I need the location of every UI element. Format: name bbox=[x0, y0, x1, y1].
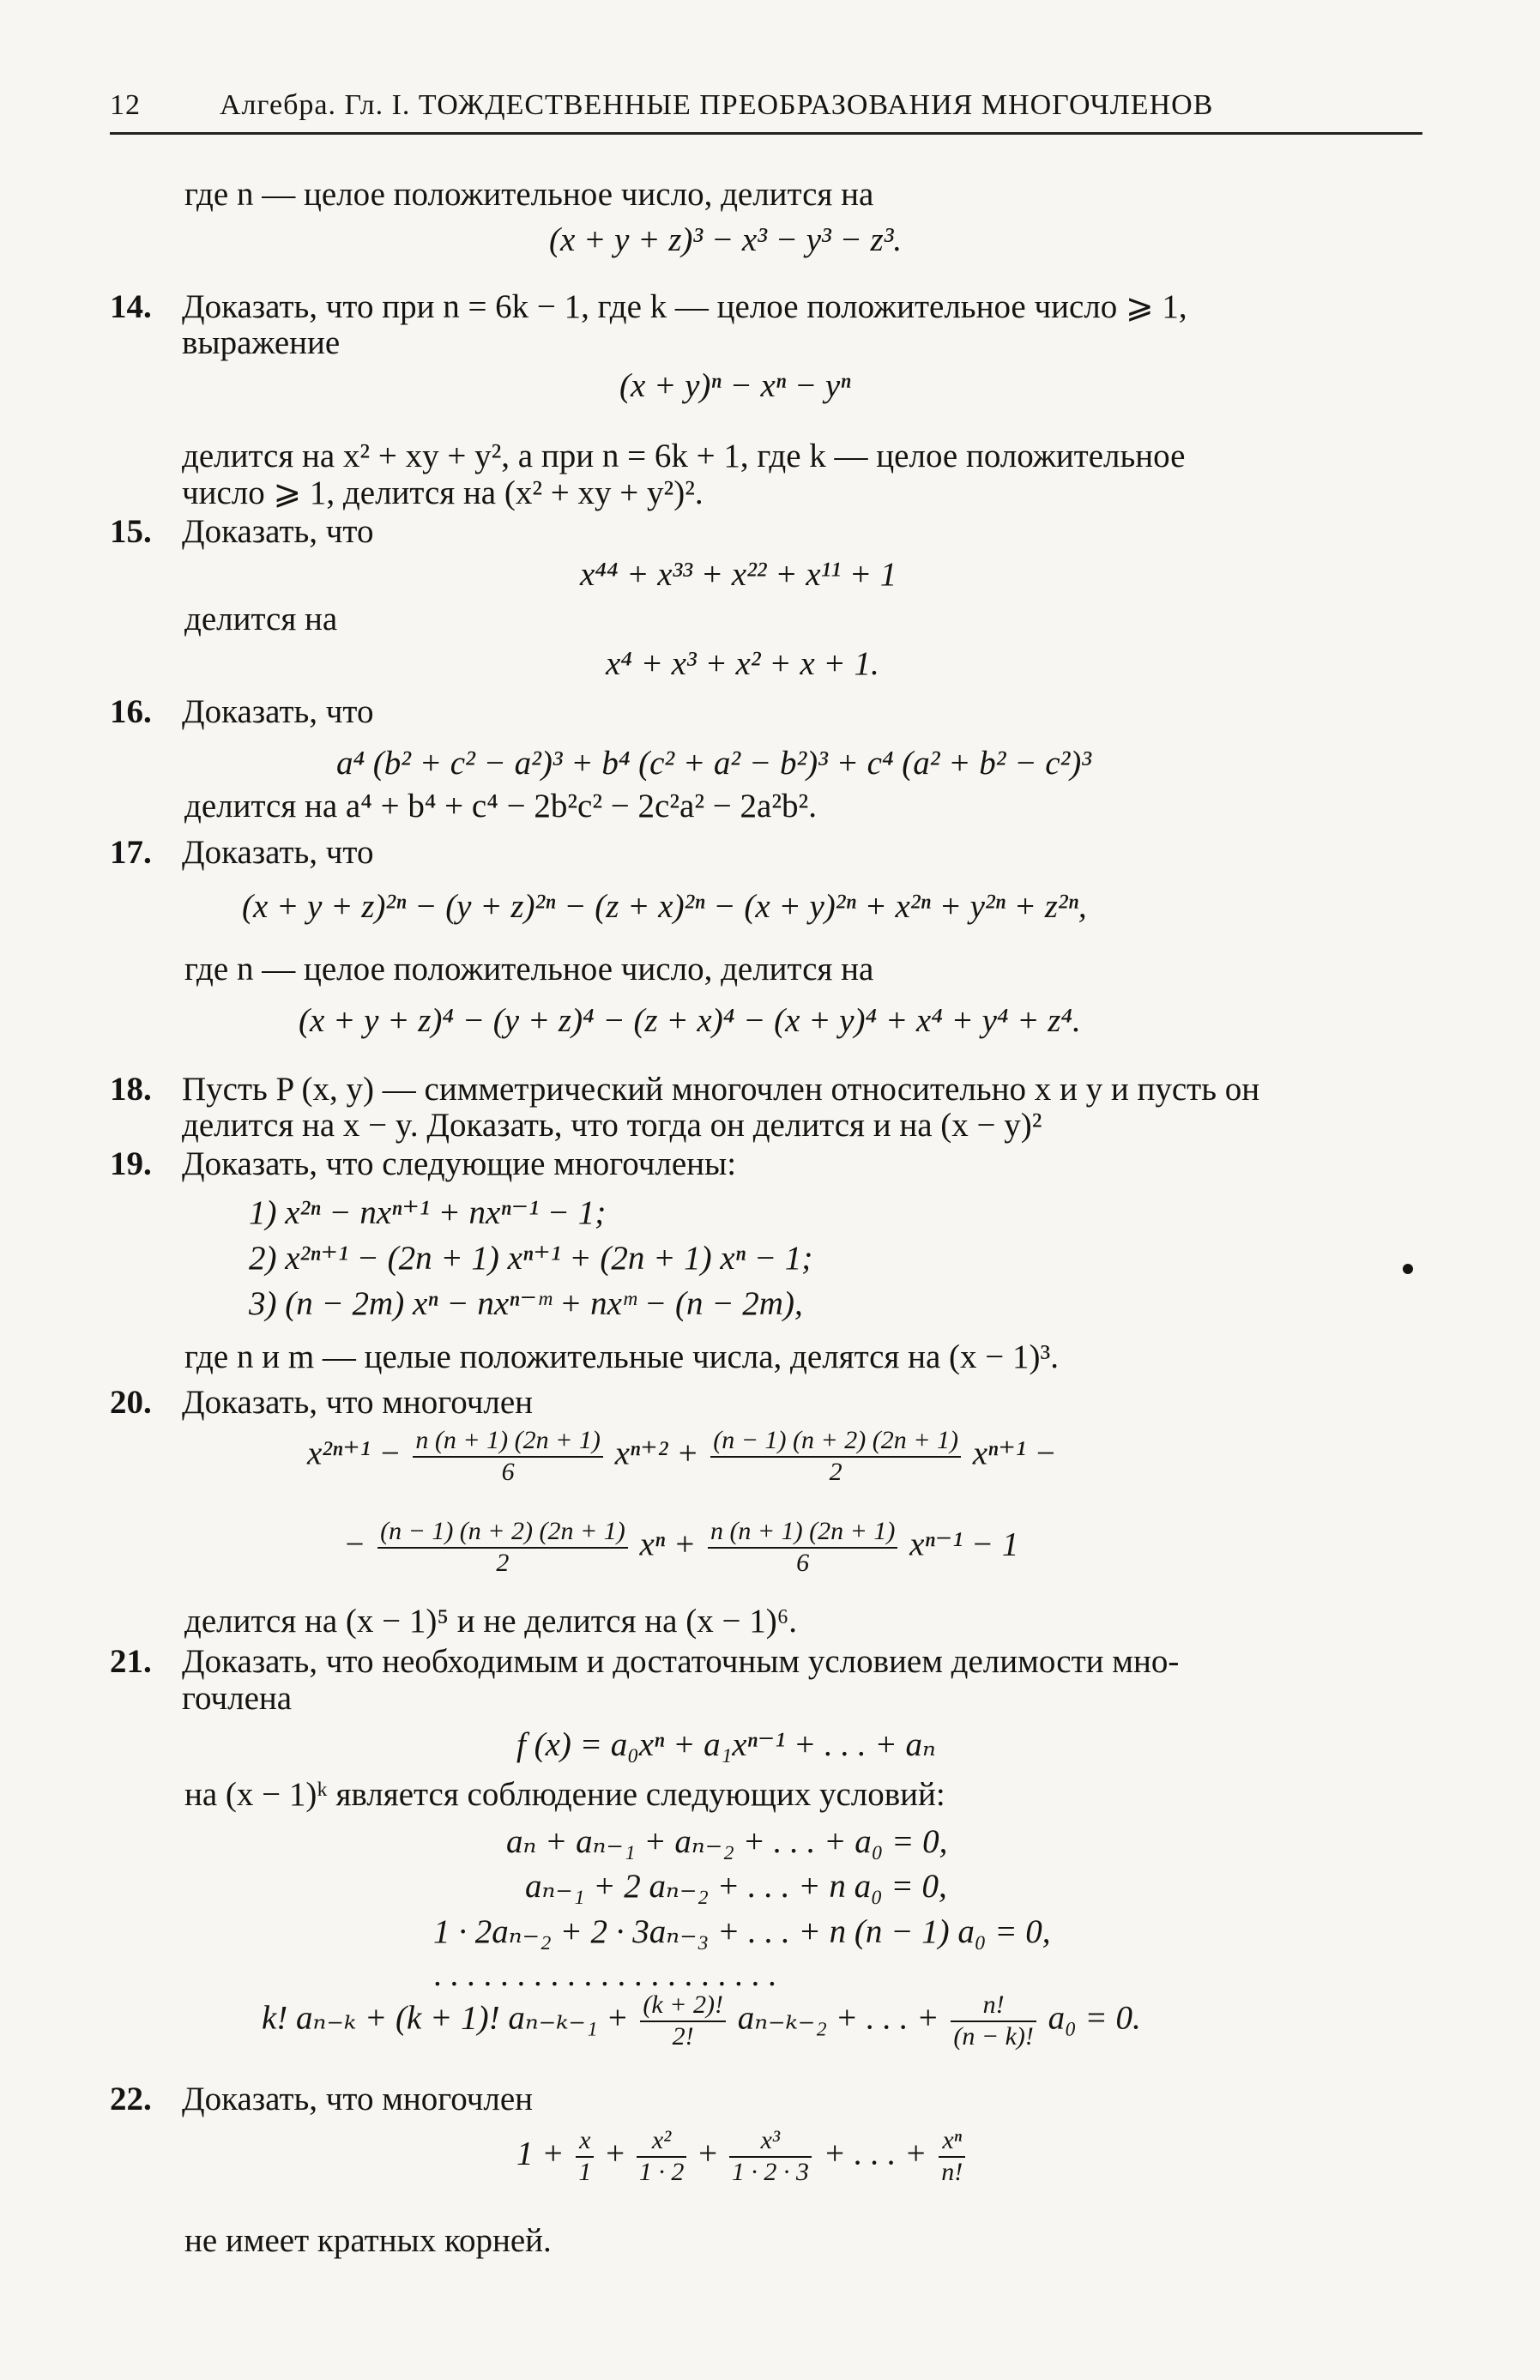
problem-19-line2: где n и m — целые положительные числа, делятся на (x − 1)³. bbox=[184, 1338, 1059, 1375]
problem-17-line1: Доказать, что bbox=[182, 834, 374, 871]
problem-18-line1: Пусть P (x, y) — симметрический многочлен относительно x и y и пусть он bbox=[182, 1071, 1260, 1108]
problem-22-line2: не имеет кратных корней. bbox=[184, 2222, 552, 2259]
problem-21-last-condition bbox=[262, 1990, 1141, 2051]
problem-21-last-frac2 bbox=[951, 1990, 1036, 2051]
series-term-3 bbox=[729, 2126, 812, 2187]
problem-16-formula: a⁴ (b² + c² − a²)³ + b⁴ (c² + a² − b²)³ + c⁴ (a² + b² − c²)³ bbox=[336, 745, 1091, 782]
problem-22-number: 22. bbox=[110, 2081, 152, 2117]
problem-19-item-1: 1) x²ⁿ − nxⁿ⁺¹ + nxⁿ⁻¹ − 1; bbox=[249, 1194, 607, 1231]
fraction-numerator: x³ bbox=[760, 2126, 780, 2154]
problem-14-line4: число ⩾ 1, делится на (x² + xy + y²)². bbox=[182, 474, 704, 511]
problem-20-row1-lead: x²ⁿ⁺¹ − bbox=[307, 1435, 402, 1472]
problem-20-row1-frac2 bbox=[710, 1426, 961, 1487]
fraction-denominator: 2 bbox=[377, 1547, 628, 1579]
fraction-numerator: x² bbox=[651, 2126, 672, 2154]
prev-formula: (x + y + z)³ − x³ − y³ − z³. bbox=[549, 221, 903, 258]
problem-20-row1-mid: xⁿ⁺² + bbox=[614, 1435, 699, 1472]
fraction-numerator: (k + 2)! bbox=[643, 1990, 723, 2019]
problem-20-row2-frac2 bbox=[708, 1517, 897, 1578]
problem-19-number: 19. bbox=[110, 1145, 152, 1182]
fraction-denominator: 6 bbox=[413, 1456, 602, 1488]
problem-17-formula2: (x + y + z)⁴ − (y + z)⁴ − (z + x)⁴ − (x + y)⁴ + x⁴ + y⁴ + z⁴. bbox=[299, 1002, 1081, 1039]
problem-18-line2: делится на x − y. Доказать, что тогда он делится и на (x − y)² bbox=[182, 1107, 1042, 1144]
problem-16-line1: Доказать, что bbox=[182, 693, 374, 730]
problem-19-line1: Доказать, что следующие многочлены: bbox=[182, 1145, 737, 1182]
fraction-numerator: n (n + 1) (2n + 1) bbox=[415, 1426, 601, 1454]
problem-20-row1 bbox=[307, 1426, 1057, 1487]
problem-16-line2: делится на a⁴ + b⁴ + c⁴ − 2b²c² − 2c²a² − 2a²b². bbox=[184, 788, 817, 825]
problem-20-line1: Доказать, что многочлен bbox=[182, 1384, 534, 1421]
problem-15-number: 15. bbox=[110, 513, 152, 550]
problem-14-line3: делится на x² + xy + y², а при n = 6k + 1, где k — целое положительное bbox=[182, 438, 1186, 474]
problem-22-line1: Доказать, что многочлен bbox=[182, 2081, 534, 2117]
header-rule bbox=[110, 132, 1422, 135]
problem-16-number: 16. bbox=[110, 693, 152, 730]
fraction-numerator: (n − 1) (n + 2) (2n + 1) bbox=[380, 1517, 625, 1545]
fraction-numerator: n (n + 1) (2n + 1) bbox=[710, 1517, 896, 1545]
problem-14-line1: Доказать, что при n = 6k − 1, где k — целое положительное число ⩾ 1, bbox=[182, 288, 1187, 325]
problem-20-row2-lead: − bbox=[343, 1525, 366, 1563]
problem-20-line2: делится на (x − 1)⁵ и не делится на (x − 1)⁶. bbox=[184, 1603, 798, 1640]
problem-21-last-frac1 bbox=[640, 1990, 726, 2051]
problem-20-row1-tail: xⁿ⁺¹ − bbox=[972, 1435, 1057, 1472]
series-ellipsis: + . . . + bbox=[823, 2135, 927, 2172]
running-title: Алгебра. Гл. I. ТОЖДЕСТВЕННЫЕ ПРЕОБРАЗОВАНИЯ МНОГОЧЛЕНОВ bbox=[220, 89, 1214, 121]
problem-15-formula2: x⁴ + x³ + x² + x + 1. bbox=[606, 645, 879, 682]
problem-21-condition-2: aₙ₋₁ + 2 aₙ₋₂ + . . . + n a₀ = 0, bbox=[525, 1868, 947, 1905]
problem-20-row1-frac1 bbox=[413, 1426, 602, 1487]
fraction-numerator: (n − 1) (n + 2) (2n + 1) bbox=[713, 1426, 958, 1454]
problem-18-number: 18. bbox=[110, 1071, 152, 1108]
problem-15-formula1: x⁴⁴ + x³³ + x²² + x¹¹ + 1 bbox=[580, 556, 897, 593]
fraction-denominator: 1 · 2 bbox=[637, 2156, 687, 2188]
problem-15-line1: Доказать, что bbox=[182, 513, 374, 550]
series-lead: 1 + bbox=[516, 2135, 565, 2172]
fraction-numerator: n! bbox=[982, 1990, 1005, 2019]
problem-17-formula1: (x + y + z)²ⁿ − (y + z)²ⁿ − (z + x)²ⁿ − (x + y)²ⁿ + x²ⁿ + y²ⁿ + z²ⁿ, bbox=[242, 888, 1087, 925]
problem-21-last-tail: a₀ = 0. bbox=[1048, 1999, 1141, 2037]
problem-21-dots: . . . . . . . . . . . . . . . . . . . . . bbox=[433, 1956, 776, 1993]
problem-19-item-2: 2) x²ⁿ⁺¹ − (2n + 1) xⁿ⁺¹ + (2n + 1) xⁿ − 1; bbox=[249, 1240, 813, 1277]
fraction-denominator: 2! bbox=[640, 2021, 726, 2052]
prev-text: где n — целое положительное число, делится на bbox=[184, 176, 874, 213]
problem-21-formula: f (x) = a₀xⁿ + a₁xⁿ⁻¹ + . . . + aₙ bbox=[516, 1726, 936, 1763]
problem-14-number: 14. bbox=[110, 288, 152, 325]
problem-20-number: 20. bbox=[110, 1384, 152, 1421]
series-last-term bbox=[939, 2126, 965, 2187]
fraction-denominator: 6 bbox=[708, 1547, 897, 1579]
problem-20-row2-tail: xⁿ⁻¹ − 1 bbox=[909, 1525, 1019, 1563]
problem-22-series bbox=[516, 2126, 969, 2187]
problem-20-row2 bbox=[343, 1517, 1018, 1578]
problem-21-last-mid: aₙ₋ₖ₋₂ + . . . + bbox=[737, 1999, 939, 2037]
problem-15-line2: делится на bbox=[184, 601, 338, 637]
fraction-denominator: n! bbox=[939, 2156, 965, 2188]
problem-21-condition-3: 1 · 2aₙ₋₂ + 2 · 3aₙ₋₃ + . . . + n (n − 1) a₀ = 0, bbox=[433, 1913, 1051, 1950]
series-term-1 bbox=[576, 2126, 594, 2187]
fraction-numerator: x bbox=[579, 2126, 591, 2154]
problem-14-line2: выражение bbox=[182, 324, 341, 361]
problem-21-line1: Доказать, что необходимым и достаточным условием делимости мно- bbox=[182, 1643, 1180, 1680]
problem-17-number: 17. bbox=[110, 834, 152, 871]
plus-sign: + bbox=[698, 2135, 718, 2172]
fraction-denominator: 1 bbox=[576, 2156, 594, 2188]
problem-21-condition-1: aₙ + aₙ₋₁ + aₙ₋₂ + . . . + a₀ = 0, bbox=[506, 1823, 948, 1860]
problem-21-number: 21. bbox=[110, 1643, 152, 1680]
fraction-denominator: 2 bbox=[710, 1456, 961, 1488]
page-number: 12 bbox=[110, 89, 141, 121]
problem-14-formula: (x + y)ⁿ − xⁿ − yⁿ bbox=[619, 367, 851, 404]
problem-21-line3: на (x − 1)ᵏ является соблюдение следующих условий: bbox=[184, 1776, 945, 1813]
problem-21-last-lead: k! aₙ₋ₖ + (k + 1)! aₙ₋ₖ₋₁ + bbox=[262, 1999, 629, 2037]
plus-sign: + bbox=[606, 2135, 625, 2172]
fraction-numerator: xⁿ bbox=[942, 2126, 963, 2154]
series-term-2 bbox=[637, 2126, 687, 2187]
problem-20-row2-frac1 bbox=[377, 1517, 628, 1578]
problem-19-item-3: 3) (n − 2m) xⁿ − nxⁿ⁻ᵐ + nxᵐ − (n − 2m), bbox=[249, 1285, 803, 1322]
fraction-denominator: 1 · 2 · 3 bbox=[729, 2156, 812, 2188]
problem-20-row2-mid: xⁿ + bbox=[639, 1525, 697, 1563]
fraction-denominator: (n − k)! bbox=[951, 2021, 1036, 2052]
problem-17-line2: где n — целое положительное число, делится на bbox=[184, 951, 874, 988]
problem-21-line2: гочлена bbox=[182, 1680, 293, 1717]
stray-dot bbox=[1403, 1264, 1413, 1274]
